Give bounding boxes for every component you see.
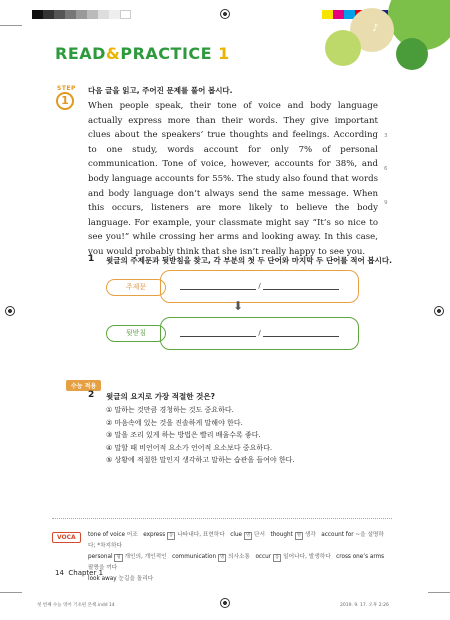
vocab-word: clue (230, 532, 243, 538)
answer-options (106, 404, 295, 467)
vocab-word: personal (88, 554, 113, 560)
line-number: 3 (384, 133, 388, 139)
vocab-word: look away (88, 576, 117, 582)
support-answer-box[interactable] (160, 317, 359, 350)
vocab-meaning: 생각 (304, 532, 316, 538)
question-1-text: 윗글의 주제문과 뒷받침을 찾고, 각 부분의 첫 두 단어와 마지막 두 단어를 적어 봅시다. (106, 256, 392, 265)
registration-mark-top (220, 9, 230, 19)
vocab-pos: 형 (116, 555, 121, 560)
crop-line (0, 25, 22, 26)
registration-mark-bottom (220, 598, 230, 608)
question-2-text: 윗글의 요지로 가장 적절한 것은? (106, 392, 215, 401)
support-last-words-blank[interactable] (263, 330, 339, 337)
topic-sentence-label: 주제문 (106, 279, 166, 296)
answer-option[interactable]: ① 말하는 것만큼 경청하는 것도 중요하다. (106, 406, 234, 414)
line-number: 9 (384, 200, 388, 206)
vocab-word: occur (255, 554, 272, 560)
registration-mark-left (5, 306, 15, 316)
decorative-circle (396, 38, 428, 70)
print-color-bar-left (32, 10, 131, 19)
exam-tag: 수능 적용 (66, 380, 101, 391)
vocab-word: tone of voice (88, 532, 125, 538)
vocab-pos: 명 (219, 555, 225, 560)
supporting-details-label: 뒷받침 (106, 325, 166, 342)
vocab-list (88, 530, 388, 585)
support-first-words-blank[interactable] (180, 330, 256, 337)
vocab-meaning: 단서 (254, 532, 266, 538)
vocab-meaning: ~을 설명하다; *차지하다 (88, 532, 384, 549)
vocab-tag: VOCA (52, 532, 81, 543)
vocab-meaning: 일어나다, 발생하다 (283, 554, 331, 560)
vocab-word: cross one’s arms (336, 554, 385, 560)
vocab-meaning: 팔짱을 끼다 (88, 565, 118, 571)
topic-first-words-blank[interactable] (180, 283, 256, 290)
vocab-meaning: 나타내다, 표현하다 (177, 532, 225, 538)
answer-option[interactable]: ⑤ 상황에 적절한 말인지 생각하고 말하는 습관을 들여야 한다. (106, 456, 295, 464)
decorative-circle (325, 30, 361, 66)
step-instruction: 다음 글을 읽고, 주어진 문제를 풀어 봅시다. (88, 86, 233, 95)
vocab-word: express (143, 532, 166, 538)
date-info: 2019. 9. 17. 오후 2:26 (340, 603, 389, 608)
answer-option[interactable]: ④ 말할 때 비언어적 요소가 언어적 요소보다 중요하다. (106, 443, 273, 452)
section-title: READ&PRACTICE 1 (55, 44, 230, 63)
line-number: 6 (384, 166, 388, 172)
vocab-meaning: 개인의, 개인적인 (124, 554, 167, 560)
vocab-meaning: 의사소통 (228, 554, 251, 560)
vocab-meaning: 어조 (126, 532, 138, 538)
divider (52, 518, 392, 519)
topic-last-words-blank[interactable] (263, 283, 339, 290)
step-number-badge: 1 (56, 92, 74, 110)
separator: / (258, 282, 261, 290)
music-note-icon: ♪ (372, 23, 379, 34)
question-2-number: 2 (88, 390, 95, 400)
answer-option[interactable]: ② 마음속에 있는 것을 진솔하게 말해야 한다. (106, 418, 243, 427)
page-number (55, 569, 103, 577)
crop-line (0, 592, 22, 593)
answer-option[interactable]: ③ 말을 조리 있게 하는 방법은 빨리 배울수록 좋다. (106, 431, 261, 439)
vocab-meaning: 눈길을 돌리다 (118, 576, 154, 582)
separator: / (258, 329, 261, 337)
vocab-pos: 명 (245, 533, 251, 538)
page-number-value: 14 (55, 569, 64, 577)
topic-answer-box[interactable] (160, 270, 359, 303)
vocab-word: account for (321, 532, 354, 538)
question-1-number: 1 (88, 254, 95, 264)
reading-passage: When people speak, their tone of voice and body language actually express more than their words. They give important clues about the speakers’ true thoughts and feelings. According to one study, words account for only 7% of personal communication. Tone of voice, however, accounts for 38%, and body language accounts for 55%. The study also found that words and body language don’t always send the same message. When this occurs, listeners are more likely to believe the body language. For example, your classmate might say “It’s so nice to see you!” while crossing her arms and looking away. In this case, you would probably think that she isn’t really happy to see you. (88, 101, 378, 257)
registration-mark-right (434, 306, 444, 316)
vocab-pos: 명 (296, 533, 302, 538)
file-info: 첫 번째 수능 영어 기초편 본책.indd 14 (37, 603, 115, 608)
chapter-label: Chapter 1 (68, 569, 104, 577)
vocab-pos: 동 (274, 555, 280, 560)
vocab-pos: 동 (169, 533, 174, 538)
step-label: STEP (57, 85, 76, 92)
vocab-word: communication (172, 554, 217, 560)
crop-line (428, 592, 450, 593)
down-arrow-icon: ⬇ (233, 299, 244, 313)
vocab-word: thought (270, 532, 293, 538)
